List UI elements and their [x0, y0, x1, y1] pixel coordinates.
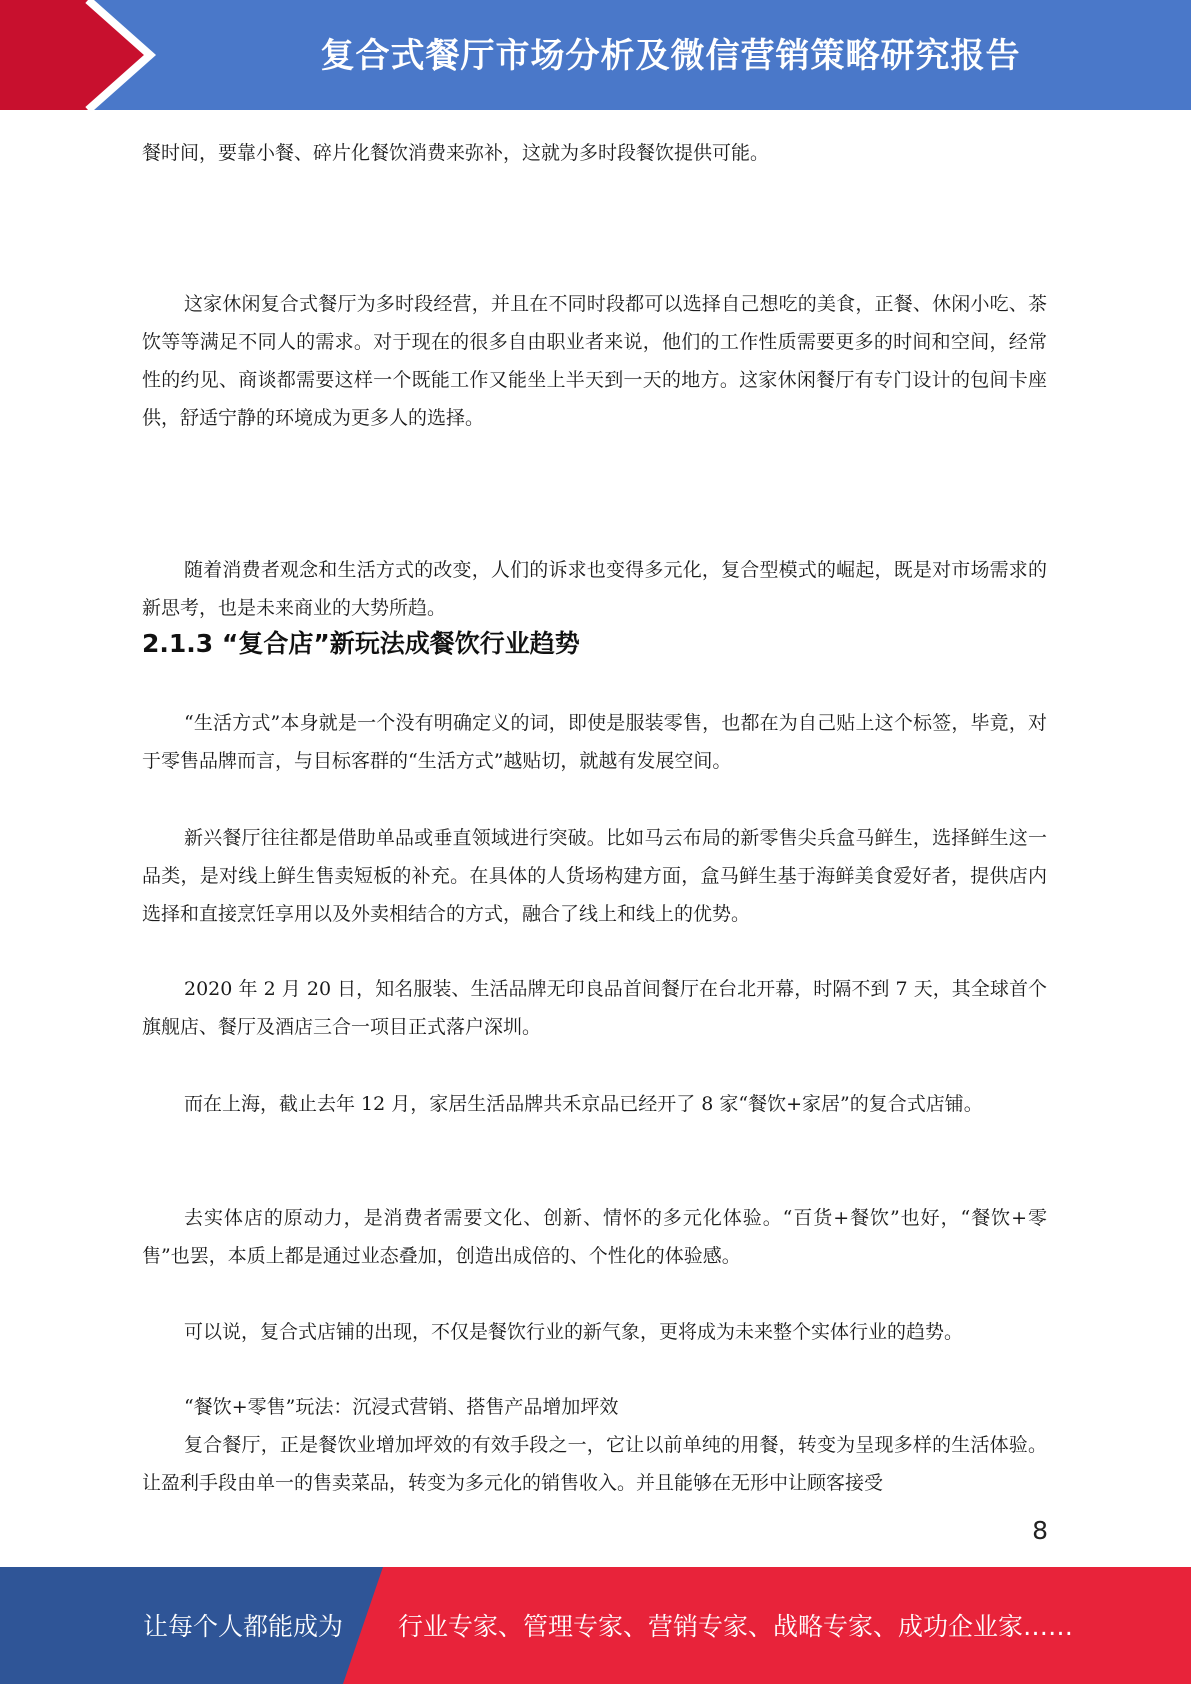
paragraph-4: “生活方式”本身就是一个没有明确定义的词，即使是服装零售，也都在为自己贴上这个标签，毕竟，对于零售品牌而言，与目标客群的“生活方式”越贴切，就越有发展空间。 [142, 712, 1047, 772]
paragraph-7: 而在上海，截止去年 12 月，家居生活品牌共禾京品已经开了 8 家“餐饮+家居”的复合式店铺。 [184, 1093, 983, 1115]
paragraph-1: 餐时间，要靠小餐、碎片化餐饮消费来弥补，这就为多时段餐饮提供可能。 [142, 142, 770, 164]
paragraph-2: 这家休闲复合式餐厅为多时段经营，并且在不同时段都可以选择自己想吃的美食，正餐、休闲小吃、茶饮等等满足不同人的需求。对于现在的很多自由职业者来说，他们的工作性质需要更多的时间和空间，经常性的约见、商谈都需要这样一个既能工作又能坐上半天到一天的地方。这家休闲餐厅有专门设计的包间卡座供，舒适宁静的环境成为更多人的选择。 [142, 293, 1047, 429]
footer-slogan-right: 行业专家、管理专家、营销专家、战略专家、成功企业家…… [398, 1612, 1074, 1641]
report-title: 复合式餐厅市场分析及微信营销策略研究报告 [320, 36, 1021, 76]
footer-slogan-left: 让每个人都能成为 [143, 1612, 344, 1641]
paragraph-5: 新兴餐厅往往都是借助单品或垂直领域进行突破。比如马云布局的新零售尖兵盒马鲜生，选择鲜生这一品类，是对线上鲜生售卖短板的补充。在具体的人货场构建方面，盒马鲜生基于海鲜美食爱好者，提供店内选择和直接烹饪享用以及外卖相结合的方式，融合了线上和线上的优势。 [142, 827, 1047, 925]
paragraph-8: 去实体店的原动力，是消费者需要文化、创新、情怀的多元化体验。“百货+餐饮”也好，“餐饮+零售”也罢，本质上都是通过业态叠加，创造出成倍的、个性化的体验感。 [142, 1207, 1047, 1267]
page-header [0, 0, 1191, 110]
paragraph-3: 随着消费者观念和生活方式的改变，人们的诉求也变得多元化，复合型模式的崛起，既是对市场需求的新思考，也是未来商业的大势所趋。 [142, 559, 1047, 619]
section-heading: 2.1.3 “复合店”新玩法成餐饮行业趋势 [142, 629, 580, 658]
paragraph-6: 2020 年 2 月 20 日，知名服装、生活品牌无印良品首间餐厅在台北开幕，时隔不到 7 天，其全球首个旗舰店、餐厅及酒店三合一项目正式落户深圳。 [142, 978, 1047, 1038]
paragraph-9: 可以说，复合式店铺的出现，不仅是餐饮行业的新气象，更将成为未来整个实体行业的趋势。 [184, 1321, 964, 1343]
paragraph-11: 复合餐厅，正是餐饮业增加坪效的有效手段之一，它让以前单纯的用餐，转变为呈现多样的生活体验。让盈利手段由单一的售卖菜品，转变为多元化的销售收入。并且能够在无形中让顾客接受 [142, 1434, 1047, 1494]
page-number: 8 [1032, 1516, 1048, 1545]
paragraph-10: “餐饮+零售”玩法：沉浸式营销、搭售产品增加坪效 [184, 1396, 619, 1418]
page-footer [0, 1567, 1191, 1684]
